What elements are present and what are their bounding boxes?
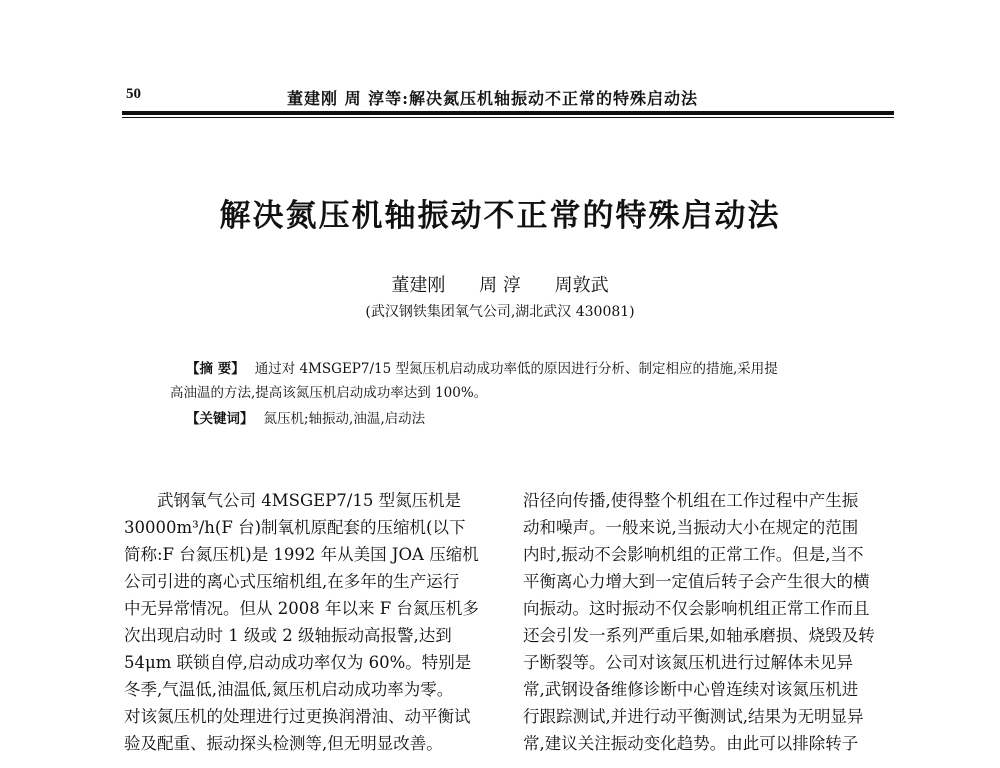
body-line: 次出现启动时 1 级或 2 级轴振动高报警,达到 [124, 626, 452, 645]
body-line: 54μm 联锁自停,启动成功率仅为 60%。特别是 [124, 653, 472, 672]
body-line: 验及配重、振动探头检测等,但无明显改善。 [124, 734, 443, 753]
author-affiliation: (武汉钢铁集团氧气公司,湖北武汉 430081) [365, 304, 635, 320]
body-line: 30000m³/h(F 台)制氧机原配套的压缩机(以下 [124, 518, 466, 537]
body-line: 常,武钢设备维修诊断中心曾连续对该氮压机进 [523, 680, 859, 699]
body-line: 公司引进的离心式压缩机组,在多年的生产运行 [124, 572, 460, 591]
keywords-text: 氮压机;轴振动,油温,启动法 [263, 411, 426, 427]
body-line: 动和噪声。一般来说,当振动大小在规定的范围 [523, 518, 859, 537]
body-line: 子断裂等。公司对该氮压机进行过解体未见异 [523, 653, 853, 672]
keywords-line [186, 407, 425, 427]
body-line: 沿径向传播,使得整个机组在工作过程中产生振 [523, 491, 859, 510]
body-line: 平衡离心力增大到一定值后转子会产生很大的横 [523, 572, 870, 591]
abstract-label: 【摘 要】 [186, 361, 245, 377]
author-name: 董建刚 [391, 275, 446, 296]
author-name: 周敦武 [554, 275, 609, 296]
body-line: 还会引发一系列严重后果,如轴承磨损、烧毁及转 [523, 626, 875, 645]
author-name: 周 淳 [479, 275, 521, 296]
abstract-line: 高油温的方法,提高该氮压机启动成功率达到 100%。 [170, 385, 488, 401]
body-column-left [124, 487, 496, 757]
header-rule-thin [122, 117, 894, 118]
article-title: 解决氮压机轴振动不正常的特殊启动法 [219, 198, 781, 234]
body-line: 行跟踪测试,并进行动平衡测试,结果为无明显异 [523, 707, 864, 726]
body-line: 简称:F 台氮压机)是 1992 年从美国 JOA 压缩机 [124, 545, 479, 564]
body-line: 常,建议关注振动变化趋势。由此可以排除转子 [523, 734, 859, 753]
body-line: 冬季,气温低,油温低,氮压机启动成功率为零。 [124, 680, 454, 699]
running-head-text: 董建刚 周 淳等:解决氮压机轴振动不正常的特殊启动法 [287, 89, 699, 108]
running-header [122, 86, 894, 108]
body-line: 内时,振动不会影响机组的正常工作。但是,当不 [523, 545, 864, 564]
author-list [0, 271, 1000, 297]
header-rule-thick [122, 111, 894, 115]
body-line: 向振动。这时振动不仅会影响机组正常工作而且 [523, 599, 870, 618]
abstract-text: 通过对 4MSGEP7/15 型氮压机启动成功率低的原因进行分析、制定相应的措施,采用提 [254, 361, 778, 377]
body-line: 武钢氧气公司 4MSGEP7/15 型氮压机是 [157, 491, 462, 510]
body-column-right [523, 487, 895, 757]
body-line: 中无异常情况。但从 2008 年以来 F 台氮压机多 [124, 599, 479, 618]
page-number: 50 [126, 86, 141, 102]
body-line: 对该氮压机的处理进行过更换润滑油、动平衡试 [124, 707, 471, 726]
abstract-line [186, 357, 778, 377]
keywords-label: 【关键词】 [186, 411, 254, 427]
